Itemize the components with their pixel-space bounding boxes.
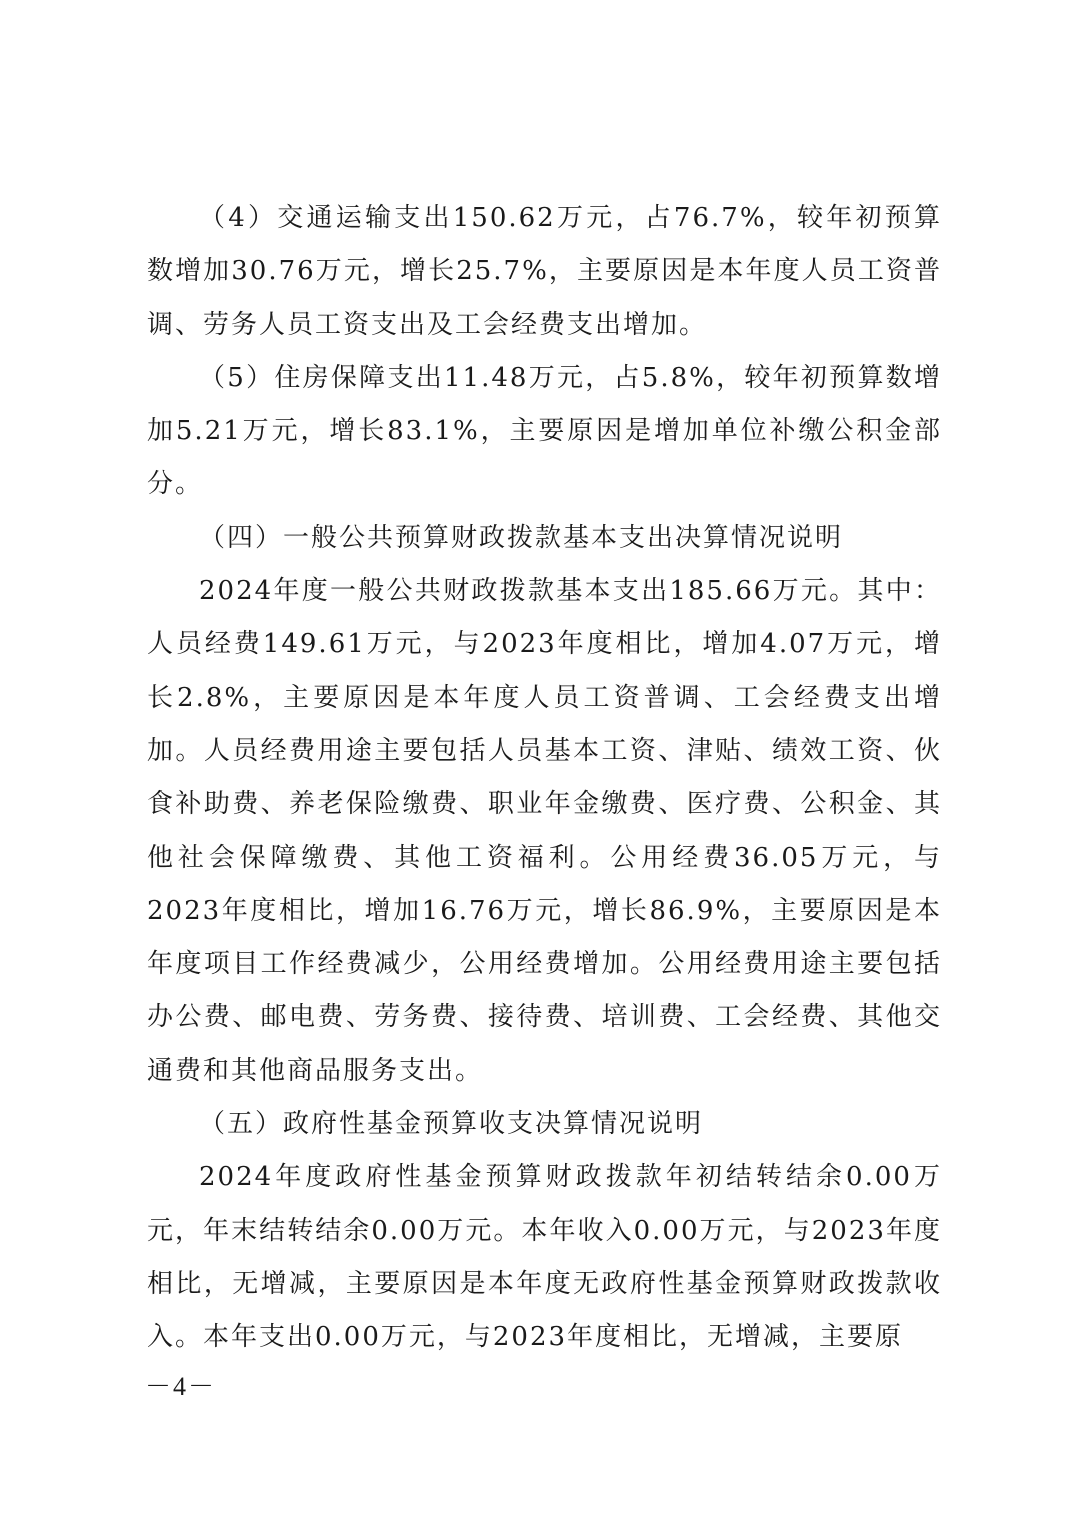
page-number: －4－ [145, 1372, 217, 1401]
paragraph-basic-expenditure: 2024年度一般公共财政拨款基本支出185.66万元。其中：人员经费149.61万元，与2023年度相比，增加4.07万元，增长2.8%，主要原因是本年度人员工资普调、工会经费支出增加。人员经费用途主要包括人员基本工资、津贴、绩效工资、伙食补助费、养老保险缴费、职业年金缴费、医疗费、公积金、其他社会保障缴费、其他工资福利。公用经费36.05万元，与2023年度相比，增加16.76万元，增长86.9%，主要原因是本年度项目工作经费减少，公用经费增加。公用经费用途主要包括办公费、邮电费、劳务费、接待费、培训费、工会经费、其他交通费和其他商品服务支出。 [147, 576, 942, 1086]
paragraph-housing-expenditure: （5）住房保障支出11.48万元，占5.8%，较年初预算数增加5.21万元，增长83.1%，主要原因是增加单位补缴公积金部分。 [147, 362, 942, 500]
section-heading-government-fund: （五）政府性基金预算收支决算情况说明 [199, 1109, 704, 1140]
document-body [147, 192, 942, 1365]
section-heading-basic-expenditure: （四）一般公共预算财政拨款基本支出决算情况说明 [199, 522, 844, 553]
paragraph-transport-expenditure: （4）交通运输支出150.62万元，占76.7%，较年初预算数增加30.76万元，增长25.7%，主要原因是本年度人员工资普调、劳务人员工资支出及工会经费支出增加。 [147, 203, 942, 340]
paragraph-government-fund: 2024年度政府性基金预算财政拨款年初结转结余0.00万元，年末结转结余0.00万元。本年收入0.00万元，与2023年度相比，无增减，主要原因是本年度无政府性基金预算财政拨款收入。本年支出0.00万元，与2023年度相比，无增减，主要原 [147, 1162, 942, 1353]
